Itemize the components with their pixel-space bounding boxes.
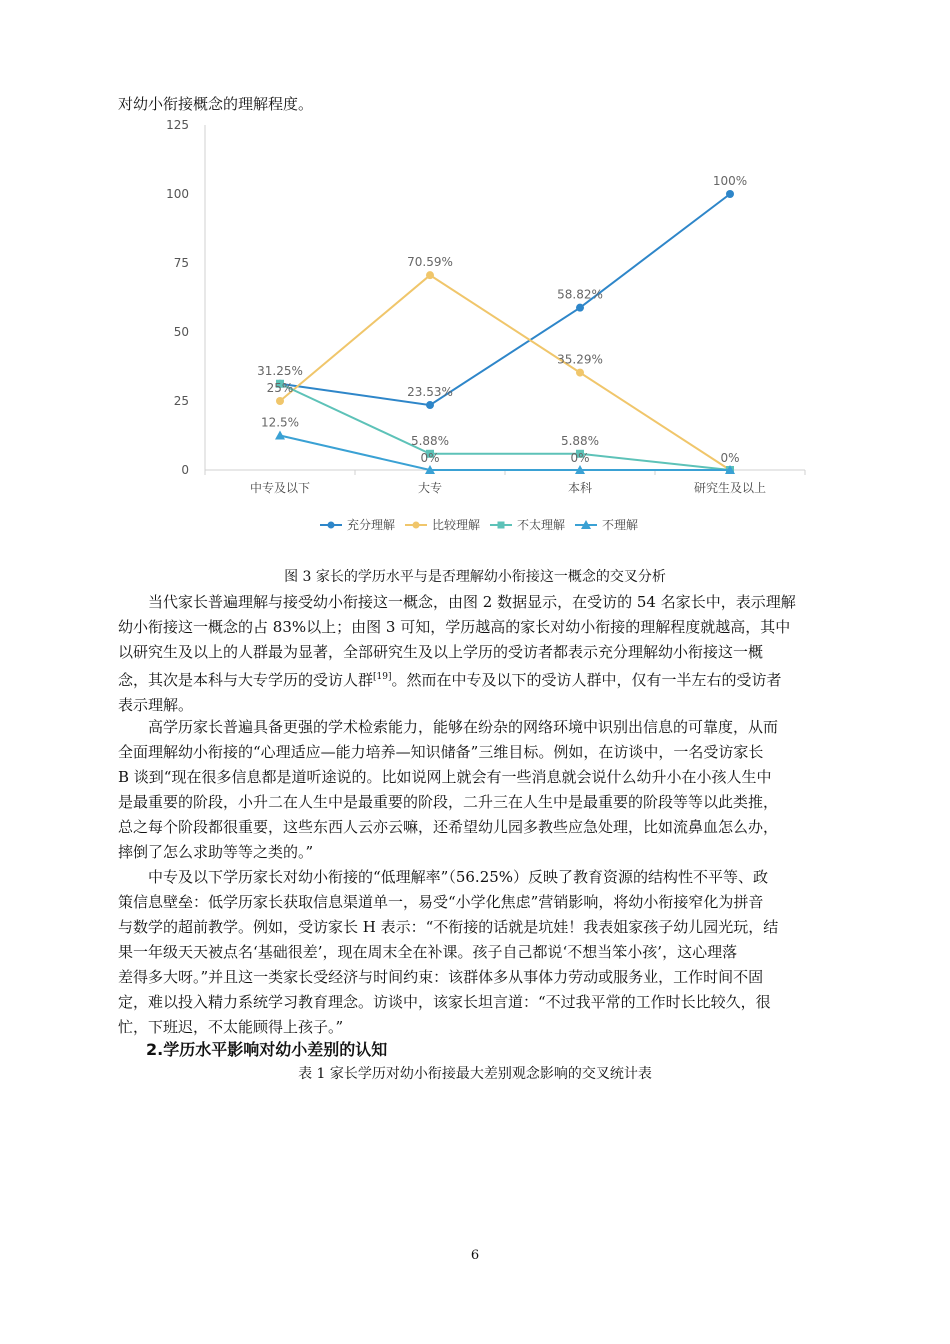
data-label: 23.53% <box>407 385 453 400</box>
x-tick-label: 本科 <box>567 481 593 495</box>
data-point <box>426 401 434 409</box>
legend-marker <box>413 522 420 529</box>
legend-label: 充分理解 <box>347 518 396 532</box>
legend-marker <box>328 522 335 529</box>
para1-line-5: 表示理解。 <box>118 696 194 714</box>
para3-line-2: 策信息壁垒：低学历家长获取信息渠道单一，易受“小学化焦虑”营销影响，将幼小衔接窄化为拼音 <box>118 893 764 911</box>
figure-caption: 图 3 家长的学历水平与是否理解幼小衔接这一概念的交叉分析 <box>284 569 666 585</box>
legend-marker <box>498 522 505 529</box>
y-tick-label: 25 <box>173 394 189 408</box>
citation: [19] <box>373 672 392 682</box>
data-point <box>275 431 285 440</box>
para1-line-1: 当代家长普遍理解与接受幼小衔接这一概念，由图 2 数据显示，在受访的 54 名家长中，表示理解 <box>148 593 796 611</box>
data-label: 0% <box>570 451 590 465</box>
data-label: 5.88% <box>560 433 600 448</box>
series-line-0 <box>280 194 730 405</box>
para3-line-1: 中专及以下学历家长对幼小衔接的“低理解率”（56.25%）反映了教育资源的结构性不平等、政 <box>148 868 769 886</box>
para3-line-5: 差得多大呀。”并且这一类家长受经济与时间约束：该群体多从事体力劳动或服务业，工作时间不固 <box>118 968 764 986</box>
para2-line-2: 全面理解幼小衔接的“心理适应—能力培养—知识储备”三维目标。例如，在访谈中，一名受访家长 <box>118 743 764 761</box>
para2-line-1: 高学历家长普遍具备更强的学术检索能力，能够在纷杂的网络环境中识别出信息的可靠度，从而 <box>148 718 779 736</box>
paragraph-2 <box>118 715 860 865</box>
legend-label: 不理解 <box>602 518 639 532</box>
para1-line-4 <box>118 665 860 693</box>
para2-line-3: B 谈到“现在很多信息都是道听途说的。比如说网上就会有一些消息就会说什么幼升小在小孩人生中 <box>118 768 772 786</box>
data-label: 0% <box>720 451 740 465</box>
x-tick-label: 中专及以下 <box>249 481 311 495</box>
data-label: 70.59% <box>407 255 453 270</box>
data-label: 5.88% <box>410 433 450 448</box>
data-label: 12.5% <box>260 415 300 430</box>
data-label: 58.82% <box>557 287 603 302</box>
data-label: 31.25% <box>257 363 303 378</box>
paragraph-3 <box>118 865 860 1040</box>
para1-line-3: 以研究生及以上的人群最为显著，全部研究生及以上学历的受访者都表示充分理解幼小衔接这一概 <box>118 643 764 661</box>
para3-line-6: 定，难以投入精力系统学习教育理念。访谈中，该家长坦言道：“不过我平常的工作时长比较久，很 <box>118 993 771 1011</box>
table-caption: 表 1 家长学历对幼小衔接最大差别观念影响的交叉统计表 <box>298 1066 652 1082</box>
intro-text: 对幼小衔接概念的理解程度。 <box>118 95 314 113</box>
legend-label: 不太理解 <box>517 518 566 532</box>
para1-line-4-post: 。然而在中专及以下的受访人群中，仅有一半左右的受访者 <box>391 671 782 689</box>
data-point <box>426 271 434 279</box>
y-tick-label: 100 <box>166 187 189 201</box>
data-label: 35.29% <box>557 352 603 367</box>
line-chart <box>150 115 830 545</box>
data-point <box>576 304 584 312</box>
para1-line-2: 幼小衔接这一概念的占 83%以上；由图 3 可知，学历越高的家长对幼小衔接的理解程度就越高，其中 <box>118 618 791 636</box>
x-tick-label: 大专 <box>417 481 443 495</box>
y-tick-label: 125 <box>166 118 189 132</box>
y-tick-label: 50 <box>173 325 189 339</box>
data-point <box>576 369 584 377</box>
data-point <box>726 190 734 198</box>
y-tick-label: 75 <box>173 256 189 270</box>
para1-line-4-pre: 念，其次是本科与大专学历的受访人群 <box>118 671 374 689</box>
x-tick-label: 研究生及以上 <box>693 481 767 495</box>
para2-line-5: 总之每个阶段都很重要，这些东西人云亦云嘛，还希望幼儿园多教些应急处理，比如流鼻血怎么办， <box>118 818 779 836</box>
y-tick-label: 0 <box>181 463 189 477</box>
data-label: 25% <box>266 381 294 395</box>
para2-line-4: 是最重要的阶段，小升二在人生中是最重要的阶段，二升三在人生中是最重要的阶段等等以此类推， <box>118 793 779 811</box>
para2-line-6: 摔倒了怎么求助等等之类的。” <box>118 843 314 861</box>
series-line-1 <box>280 275 730 470</box>
legend-label: 比较理解 <box>432 518 481 532</box>
data-label: 0% <box>420 451 440 465</box>
para3-line-3: 与数学的超前教学。例如，受访家长 H 表示：“不衔接的话就是坑娃！我表姐家孩子幼儿园光玩，结 <box>118 918 779 936</box>
section-heading: 2.学历水平影响对幼小差别的认知 <box>146 1040 388 1059</box>
data-point <box>276 397 284 405</box>
data-label: 100% <box>712 174 748 188</box>
para3-line-7: 忙，下班迟，不太能顾得上孩子。” <box>118 1018 344 1036</box>
series-line-3 <box>280 433 730 471</box>
page-number: 6 <box>470 1248 480 1263</box>
paragraph-1 <box>118 590 860 718</box>
para3-line-4: 果一年级天天被点名‘基础很差’，现在周末全在补课。孩子自己都说‘不想当笨小孩’，这心理落 <box>118 943 738 961</box>
